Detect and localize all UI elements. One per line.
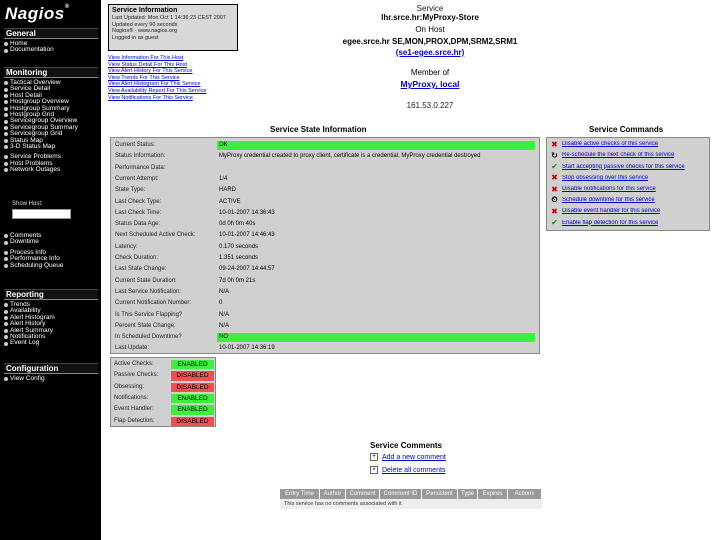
state-value: ACTIVE	[219, 198, 241, 205]
state-label: Current Attempt:	[115, 175, 159, 182]
command-stop-obsessing-over-this-service[interactable]	[550, 173, 708, 184]
features-table	[110, 357, 216, 427]
sidebar-item-network-outages[interactable]	[4, 167, 98, 173]
sidebar-item-label: Hostgroup Grid	[10, 110, 55, 118]
bullet-icon	[4, 81, 8, 85]
state-row	[111, 276, 541, 287]
sidebar-item-label: Availability	[10, 307, 41, 315]
state-label: Is This Service Flapping?	[115, 311, 183, 318]
state-value: 1.351 seconds	[219, 255, 259, 261]
state-label: Performance Data:	[115, 164, 166, 171]
bullet-icon	[4, 335, 8, 339]
bullet-icon	[4, 145, 8, 149]
bullet-icon	[4, 132, 8, 136]
comments-table	[280, 489, 542, 510]
state-value: 09-24-2007 14:44:57	[219, 266, 275, 273]
sidebar-item-label: Event Log	[10, 339, 40, 347]
state-label: Current State Duration:	[115, 277, 177, 284]
command-label: Disable active checks of this service	[562, 141, 659, 148]
bullet-icon	[4, 257, 8, 261]
sidebar-item-label: Host Problems	[10, 159, 53, 167]
sidebar-item-label: Home	[10, 40, 28, 47]
state-label: Status Information:	[115, 153, 166, 160]
state-row	[111, 174, 541, 185]
sidebar-item-view-config[interactable]	[4, 376, 98, 382]
bullet-icon	[4, 49, 8, 53]
delete-comments-label: Delete all comments	[382, 466, 446, 474]
sidebar-item-label: Servicegroup Summary	[10, 123, 78, 131]
sidebar-item-label: Process Info	[10, 248, 47, 256]
bullet-icon	[4, 139, 8, 143]
column-header-persistent[interactable]: Persistent	[422, 489, 458, 499]
feature-row	[111, 393, 215, 404]
info-nagios-link[interactable]: Nagios® - www.nagios.org	[112, 28, 177, 35]
comments-header	[280, 489, 542, 499]
sidebar-section-misc	[4, 233, 98, 269]
disable-icon: ✖	[551, 184, 558, 194]
state-row	[111, 298, 541, 309]
link-trends[interactable]: View Trends For This Service	[108, 74, 180, 81]
sidebar-item-label: 3-D Status Map	[10, 142, 56, 150]
sidebar-item-label: Performance Info	[10, 255, 60, 263]
state-value: 0	[219, 300, 223, 307]
state-row	[111, 140, 541, 151]
delete-comments-icon: ×	[370, 466, 378, 474]
bullet-icon	[4, 329, 8, 333]
bullet-icon	[4, 42, 8, 46]
nagios-logo[interactable]: Nagios®	[5, 4, 70, 23]
link-host-status[interactable]: View Status Detail For This Host	[108, 61, 187, 68]
state-label: Current Status:	[115, 142, 156, 148]
state-label: Latency:	[115, 243, 138, 250]
sidebar-item-label: Tactical Overview	[10, 79, 61, 86]
feature-label: Flap Detection:	[114, 417, 155, 424]
state-label: Current Notification Number:	[115, 300, 192, 307]
info-title: Service Information	[112, 7, 178, 14]
sidebar-item-label: Host Detail	[10, 91, 42, 99]
service-label: Service	[416, 4, 444, 13]
disable-icon: ✖	[551, 173, 558, 183]
state-value: OK	[217, 141, 535, 150]
host-name: egee.srce.hr SE,MON,PROX,DPM,SRM2,SRM1	[342, 37, 518, 46]
sidebar-item-label: Status Map	[10, 136, 43, 144]
enable-icon: ✔	[551, 162, 558, 172]
command-disable-active-checks-of-this-service[interactable]	[550, 139, 708, 150]
state-value: 10-01-2007 14:36:43	[219, 209, 275, 216]
column-header-actions[interactable]: Actions	[508, 489, 542, 499]
sidebar-item-documentation[interactable]	[4, 47, 98, 53]
bullet-icon	[4, 88, 8, 92]
bullet-icon	[4, 303, 8, 307]
host-address: 161.53.0.227	[406, 101, 454, 110]
comments-empty-row: This service has no comments associated with it	[280, 499, 542, 509]
sidebar-item-label: Service Problems	[10, 153, 61, 161]
state-row	[111, 310, 541, 321]
state-row	[111, 321, 541, 332]
info-logged-in: Logged in as guest	[112, 34, 159, 41]
sidebar-item-label: Network Outages	[10, 166, 61, 174]
state-row	[111, 163, 541, 174]
sidebar-item-scheduling-queue[interactable]	[4, 263, 98, 269]
link-alert-histogram[interactable]: View Alert Histogram For This Service	[108, 81, 201, 88]
feature-label: Passive Checks:	[114, 372, 159, 379]
state-value: 10-01-2007 14:36:19	[219, 345, 275, 352]
state-label: Last Check Time:	[115, 209, 162, 216]
service-info-box	[108, 4, 238, 51]
sidebar-heading-monitoring: Monitoring	[4, 67, 98, 78]
sidebar-item-label: Servicegroup Overview	[10, 117, 78, 125]
feature-row	[111, 416, 215, 427]
show-host-input[interactable]	[12, 209, 71, 219]
info-update-interval: Updated every 90 seconds	[112, 21, 178, 28]
bullet-icon	[4, 107, 8, 111]
column-header-type[interactable]: Type	[458, 489, 478, 499]
state-value: 1/4	[219, 175, 228, 182]
sidebar-item-event-log[interactable]	[4, 340, 98, 346]
reschedule-icon: ↻	[551, 150, 558, 160]
member-of-label: Member of	[410, 68, 450, 77]
state-value: NO	[217, 333, 535, 342]
state-info-table	[110, 137, 540, 354]
link-host-info[interactable]: View Information For This Host	[108, 55, 184, 61]
state-value	[217, 164, 535, 173]
disable-icon: ✖	[551, 206, 558, 216]
state-value: 0d 0h 0m 40s	[219, 221, 256, 228]
sidebar-item-label: View Config	[10, 375, 45, 382]
state-value: N/A	[219, 311, 230, 318]
sidebar-section-configuration	[4, 363, 98, 382]
command-disable-event-handler-for-this-service[interactable]	[550, 206, 708, 217]
state-label: Last Check Type:	[115, 198, 162, 205]
command-label: Disable notifications for this service	[562, 186, 656, 193]
link-notifications[interactable]: View Notifications For This Service	[108, 94, 193, 101]
state-row	[111, 230, 541, 241]
sidebar-item-label: Servicegroup Grid	[10, 130, 63, 138]
sidebar-heading-reporting: Reporting	[4, 289, 98, 300]
info-last-updated: Last Updated: Mon Oct 1 14:36:23 CEST 2007	[112, 15, 226, 21]
bullet-icon	[4, 126, 8, 130]
bullet-icon	[4, 251, 8, 255]
state-row	[111, 208, 541, 219]
command-label: Disable event handler for this service	[562, 208, 661, 215]
sidebar-item-label: Hostgroup Summary	[10, 104, 70, 112]
sidebar-item-label: Downtime	[10, 238, 39, 246]
bullet-icon	[4, 162, 8, 166]
command-label: Enable flap detection for this service	[562, 219, 659, 226]
add-comment-icon: +	[370, 453, 378, 461]
disable-icon: ✖	[551, 139, 558, 149]
bullet-icon	[4, 234, 8, 238]
command-label: Schedule downtime for this service	[562, 197, 655, 204]
sidebar-section-reporting	[4, 289, 98, 347]
sidebar-item-label: Alert Histogram	[10, 313, 55, 321]
state-label: Next Scheduled Active Check:	[115, 232, 196, 239]
sidebar-heading-configuration: Configuration	[4, 363, 98, 374]
command-label: Start accepting passive checks for this service	[562, 163, 685, 170]
link-availability[interactable]: View Availability Report For This Service	[108, 87, 207, 94]
comments-title: Service Comments	[370, 441, 443, 450]
feature-status-badge: DISABLED	[171, 383, 214, 392]
state-row	[111, 343, 541, 354]
state-row	[111, 219, 541, 230]
link-alert-history[interactable]: View Alert History For This Service	[108, 68, 193, 75]
sidebar-section-monitoring	[4, 67, 98, 173]
bullet-icon	[4, 155, 8, 159]
sidebar-item-label: Service Detail	[10, 85, 51, 93]
enable-icon: ✔	[551, 218, 558, 228]
state-info-title: Service State Information	[270, 125, 367, 134]
bullet-icon	[4, 168, 8, 172]
sidebar	[0, 0, 101, 540]
column-header-expires[interactable]: Expires	[478, 489, 508, 499]
command-re-schedule-the-next-check-of-this-service[interactable]	[550, 150, 708, 161]
state-label: Percent State Change:	[115, 322, 176, 329]
bullet-icon	[4, 377, 8, 381]
feature-row	[111, 382, 215, 393]
state-value: N/A	[219, 322, 230, 329]
bullet-icon	[4, 322, 8, 326]
sidebar-heading-general: General	[4, 28, 98, 39]
column-header-entry-time[interactable]: Entry Time	[280, 489, 320, 499]
command-schedule-downtime-for-this-service[interactable]	[550, 195, 708, 206]
host-link[interactable]: (se1-egee.srce.hr)	[395, 48, 465, 57]
sidebar-section-general	[4, 28, 98, 54]
add-comment-link[interactable]	[370, 453, 446, 461]
state-row	[111, 185, 541, 196]
sidebar-item-label: Alert Summary	[10, 326, 53, 334]
command-label: Stop obsessing over this service	[562, 174, 649, 181]
feature-label: Event Handler:	[114, 406, 154, 413]
state-value: HARD	[219, 187, 237, 194]
bullet-icon	[4, 113, 8, 117]
delete-comments-link[interactable]	[370, 466, 445, 474]
state-label: In Scheduled Downtime?	[115, 334, 182, 341]
state-row	[111, 151, 541, 162]
bullet-icon	[4, 120, 8, 124]
sidebar-item-label: Notifications	[10, 332, 46, 340]
feature-label: Obsessing:	[114, 383, 145, 390]
state-value: 7d 0h 0m 21s	[219, 277, 256, 284]
add-comment-label: Add a new comment	[382, 453, 446, 461]
servicegroup-links[interactable]: MyProxy, local	[400, 79, 460, 89]
sidebar-item-label: Hostgroup Overview	[10, 98, 69, 106]
feature-label: Notifications:	[114, 394, 149, 401]
bullet-icon	[4, 316, 8, 320]
sidebar-item-label: Documentation	[10, 46, 54, 54]
state-row	[111, 197, 541, 208]
feature-status-badge: ENABLED	[171, 394, 214, 403]
feature-status-badge: DISABLED	[171, 417, 214, 426]
commands-title: Service Commands	[589, 125, 664, 134]
state-value: 10-01-2007 14:46:43	[219, 232, 275, 239]
service-commands	[546, 137, 710, 231]
sidebar-item-label: Scheduling Queue	[10, 261, 64, 269]
feature-label: Active Checks:	[114, 361, 154, 367]
service-name: lhr.srce.hr:MyProxy-Store	[381, 13, 479, 22]
show-host-label: Show Host:	[12, 201, 43, 207]
column-header-author[interactable]: Author	[320, 489, 346, 499]
feature-row	[111, 359, 215, 370]
bullet-icon	[4, 342, 8, 346]
feature-row	[111, 370, 215, 381]
bullet-icon	[4, 264, 8, 268]
command-label: Re-schedule the next check of this service	[562, 152, 675, 159]
feature-status-badge: DISABLED	[171, 371, 214, 380]
bullet-icon	[4, 310, 8, 314]
feature-status-badge: ENABLED	[171, 360, 214, 369]
column-header-comment-id[interactable]: Comment ID	[380, 489, 422, 499]
service-links	[108, 55, 238, 107]
bullet-icon	[4, 100, 8, 104]
command-enable-flap-detection-for-this-service[interactable]	[550, 217, 708, 228]
feature-row	[111, 404, 215, 415]
state-label: State Type:	[115, 187, 146, 194]
state-value: 0.170 seconds	[219, 243, 259, 250]
sidebar-item-label: Comments	[10, 232, 42, 239]
state-value: N/A	[219, 288, 230, 295]
sidebar-item-label: Trends	[10, 301, 30, 308]
state-row	[111, 253, 541, 264]
bullet-icon	[4, 241, 8, 245]
state-row	[111, 332, 541, 343]
command-disable-notifications-for-this-service[interactable]	[550, 184, 708, 195]
sidebar-item-label: Alert History	[10, 320, 46, 328]
column-header-comment[interactable]: Comment	[346, 489, 380, 499]
state-row	[111, 242, 541, 253]
state-label: Status Data Age:	[115, 221, 161, 228]
feature-status-badge: ENABLED	[171, 405, 214, 414]
downtime-icon: ⏲	[551, 195, 558, 205]
bullet-icon	[4, 94, 8, 98]
state-row	[111, 264, 541, 275]
state-label: Last State Change:	[115, 266, 167, 273]
state-value: MyProxy credential created to proxy client, certificate is a credential. MyProxy credential destroyed	[219, 153, 481, 160]
state-row	[111, 287, 541, 298]
command-start-accepting-passive-checks-for-this-service[interactable]	[550, 161, 708, 172]
state-label: Check Duration:	[115, 255, 159, 261]
on-host-label: On Host	[415, 25, 445, 34]
state-label: Last Update:	[115, 345, 150, 352]
state-label: Last Service Notification:	[115, 288, 182, 295]
